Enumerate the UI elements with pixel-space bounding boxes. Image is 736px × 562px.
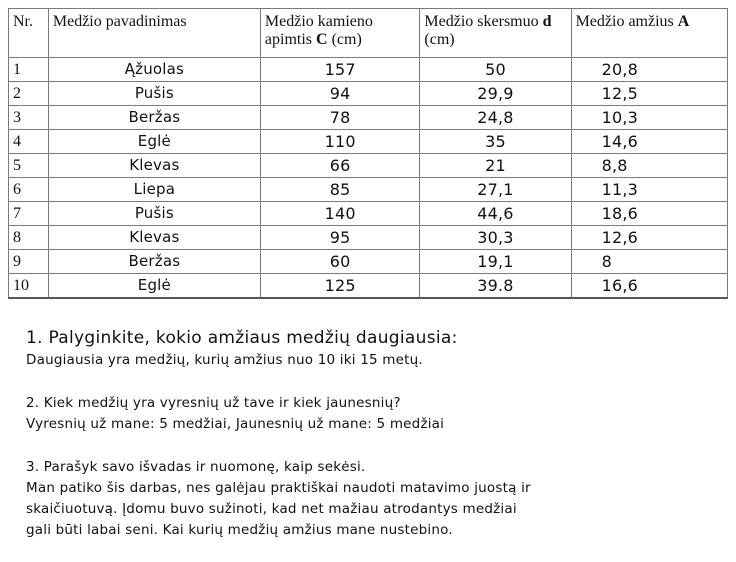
cell-name: Klevas (48, 226, 260, 250)
header-name: Medžio pavadinimas (48, 9, 260, 58)
header-diameter-text: Medžio skersmuo (424, 13, 543, 30)
cell-nr: 9 (9, 250, 49, 274)
spacer (26, 435, 726, 457)
cell-diameter: 19,1 (420, 250, 571, 274)
question-3-answer-line-2: skaičiuotuvą. Įdomu buvo sužinoti, kad net mažiau atrodantys medžiai (26, 501, 517, 517)
table-row (9, 274, 728, 299)
cell-diameter: 29,9 (420, 82, 571, 106)
cell-diameter: 44,6 (420, 202, 571, 226)
cell-name: Beržas (48, 106, 260, 130)
cell-age: 8,8 (571, 154, 727, 178)
cell-name: Ąžuolas (48, 58, 260, 82)
table-row (9, 106, 728, 130)
question-3-answer-line-1: Man patiko šis darbas, nes galėjau praktiškai naudoti matavimo juostą ir (26, 480, 531, 496)
cell-name: Pušis (48, 202, 260, 226)
header-age-text: Medžio amžius (575, 13, 678, 30)
cell-diameter: 35 (420, 130, 571, 154)
cell-age: 12,6 (571, 226, 727, 250)
cell-age: 20,8 (571, 58, 727, 82)
cell-nr: 7 (9, 202, 49, 226)
header-diameter (420, 9, 571, 58)
table-row (9, 178, 728, 202)
table-header-row (9, 9, 728, 58)
table-row (9, 130, 728, 154)
cell-age: 8 (571, 250, 727, 274)
cell-nr: 8 (9, 226, 49, 250)
cell-circumference: 140 (260, 202, 420, 226)
header-circumference-unit: (cm) (327, 31, 362, 48)
cell-name: Pušis (48, 82, 260, 106)
cell-name: Eglė (48, 130, 260, 154)
header-age (571, 9, 727, 58)
cell-diameter: 21 (420, 154, 571, 178)
cell-diameter: 50 (420, 58, 571, 82)
cell-circumference: 60 (260, 250, 420, 274)
cell-circumference: 95 (260, 226, 420, 250)
table-row (9, 154, 728, 178)
question-2-title: 2. Kiek medžių yra vyresnių už tave ir kiek jaunesnių? (26, 395, 401, 411)
cell-circumference: 85 (260, 178, 420, 202)
table-row (9, 202, 728, 226)
question-2-answer: Vyresnių už mane: 5 medžiai, Jaunesnių už mane: 5 medžiai (26, 416, 445, 432)
cell-nr: 6 (9, 178, 49, 202)
cell-diameter: 30,3 (420, 226, 571, 250)
cell-name: Klevas (48, 154, 260, 178)
cell-diameter: 39.8 (420, 274, 571, 299)
cell-circumference: 110 (260, 130, 420, 154)
cell-age: 14,6 (571, 130, 727, 154)
cell-name: Liepa (48, 178, 260, 202)
cell-age: 18,6 (571, 202, 727, 226)
question-3-title: 3. Parašyk savo išvadas ir nuomonę, kaip sekėsi. (26, 459, 366, 475)
tree-measurements-table (8, 8, 728, 299)
header-circumference-text: Medžio kamieno apimtis (264, 13, 373, 48)
handwritten-answers (26, 326, 726, 541)
cell-age: 11,3 (571, 178, 727, 202)
header-diameter-unit: (cm) (424, 31, 455, 48)
cell-age: 10,3 (571, 106, 727, 130)
header-nr: Nr. (9, 9, 49, 58)
header-age-symbol: A (677, 13, 690, 30)
table-row (9, 82, 728, 106)
question-3-answer-line-3: gali būti labai seni. Kai kurių medžių amžius mane nustebino. (26, 522, 453, 538)
cell-diameter: 27,1 (420, 178, 571, 202)
question-1-answer: Daugiausia yra medžių, kurių amžius nuo 10 iki 15 metų. (26, 352, 423, 368)
cell-circumference: 66 (260, 154, 420, 178)
table-row (9, 226, 728, 250)
cell-age: 16,6 (571, 274, 727, 299)
header-circumference (260, 9, 420, 58)
table-row (9, 250, 728, 274)
cell-nr: 2 (9, 82, 49, 106)
cell-circumference: 94 (260, 82, 420, 106)
cell-name: Beržas (48, 250, 260, 274)
cell-nr: 1 (9, 58, 49, 82)
cell-name: Eglė (48, 274, 260, 299)
header-circumference-symbol: C (316, 31, 328, 48)
cell-nr: 3 (9, 106, 49, 130)
cell-nr: 10 (9, 274, 49, 299)
cell-circumference: 125 (260, 274, 420, 299)
question-1-title: 1. Palyginkite, kokio amžiaus medžių daugiausia: (26, 328, 458, 348)
cell-circumference: 78 (260, 106, 420, 130)
cell-diameter: 24,8 (420, 106, 571, 130)
cell-nr: 4 (9, 130, 49, 154)
cell-circumference: 157 (260, 58, 420, 82)
cell-nr: 5 (9, 154, 49, 178)
table-row (9, 58, 728, 82)
cell-age: 12,5 (571, 82, 727, 106)
header-diameter-symbol: d (542, 13, 552, 30)
spacer (26, 371, 726, 393)
